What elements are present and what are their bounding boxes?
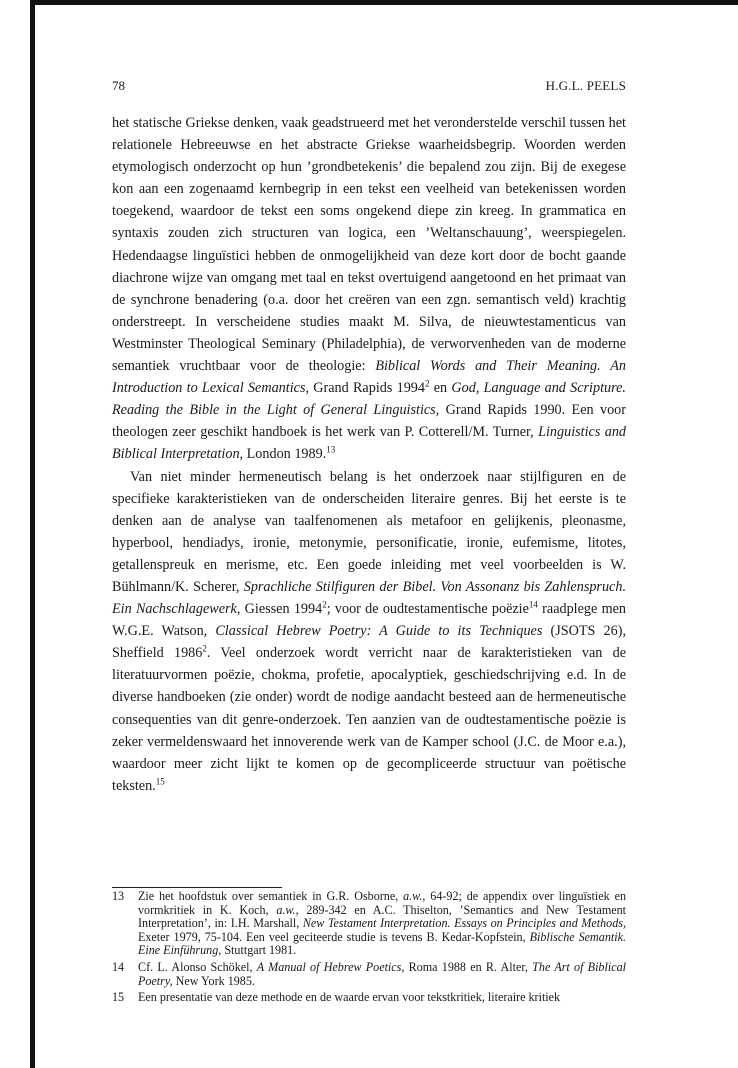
note-reference: 2 [322,599,327,610]
text-run: Een presentatie van deze methode en de waarde ervan voor tekstkritiek, literaire kritiek [138,990,561,1005]
footnote-text [138,961,626,988]
title-citation: New Testament Interpretation. Essays on Principles and Methods, [302,916,627,931]
text-run: 64-92; de appendix over linguïstiek en vormkritiek in K. Koch, [138,889,626,917]
title-citation: Classical Hebrew Poetry: A Guide to its Techniques [215,623,543,640]
note-reference: 2 [202,643,207,654]
title-citation: Linguistics and Biblical Interpretation, [112,424,627,463]
text-run: Roma 1988 en R. Alter, [404,959,533,974]
title-citation: Biblical Words and Their Meaning. An Introduction to Lexical Semantics, [112,358,626,397]
note-reference: 14 [528,599,538,610]
footnote [112,961,626,988]
text-run: 289-342 en A.C. Thiselton, ’Semantics and New Testament Interpretation’, in: I.H. Marshall, [138,902,626,931]
footnotes [112,890,626,1008]
text-run: Grand Rapids 1994 [309,380,425,397]
title-citation: a.w., [276,902,299,917]
footnote-separator [112,887,282,888]
text-run: het statische Griekse denken, vaak geadstrueerd met het veronderstelde verschil tussen het relationele Hebreeuwse en het abstracte Griekse waarheidsbegrip. Woorden werden etymologisch onderzocht op hun ’grondbetekenis’ die bepalend zou zijn. Bij de exegese kon aan een zogenaamd kernbegrip in een tekst een veelheid van betekenissen worden toegekend, waardoor de tekst een soms ongekend diepe zin kreeg. In grammatica en syntaxis zouden zich structuren van logica, een ’Weltanschauung’, weerspiegelen. Hedendaagse linguïstici hebben de onmogelijkheid van deze kort door de bocht gaande diachrone wijze van omgang met taal en tekst overtuigend aangetoond en het primaat van de synchrone benadering (o.a. door het creëren van een zgn. semantisch veld) krachtig onderstreept. In verscheidene studies maakt M. Silva, de nieuwtestamenticus van Westminster Theological Seminary (Philadelphia), de verworvenheden van de moderne semantiek vruchtbaar voor de theologie: [112,115,626,375]
text-run: Exeter 1979, 75-104. Een veel geciteerde studie is tevens B. Kedar-Kopfstein, [138,929,530,944]
page-edge-top [30,0,738,5]
text-run: Giessen 1994 [240,601,323,618]
text-run: London 1989. [243,446,327,463]
footnote [112,890,626,958]
footnote-number: 14 [112,959,125,974]
text-run: ; voor de oudtestamentische poëzie [326,601,529,618]
text-run: (JSOTS 26), Sheffield 1986 [112,623,626,662]
paragraph [112,112,626,466]
text-run: Zie het hoofdstuk over semantiek in G.R. Osborne, [138,889,404,903]
title-citation: a.w., [403,889,426,903]
note-reference: 13 [326,444,336,455]
running-head-author: H.G.L. PEELS [545,78,626,93]
title-citation: Sprachliche Stilfiguren der Bibel. Von Assonanz bis Zahlenspruch. Ein Nachschlagewerk, [112,578,626,618]
text-run: . Veel onderzoek wordt verricht naar de karakteristieken van de literatuurvormen poëzie, chokma, profetie, apocalyptiek, geschiedschrijving e.d. In de diverse handboeken (zie onder) wordt de nodige aandacht besteed aan de hermeneutische consequenties van dit genre-onderzoek. Ten aanzien van de oudtestamentische poëzie is zeker vermeldenswaard het innoverende werk van de Kamper school (J.C. de Moor e.a.), waardoor meer zicht lijkt te komen op de gecompliceerde structuur van poëtische teksten. [112,645,626,794]
title-citation: The Art of Biblical Poetry, [138,959,626,988]
footnote-text [138,890,626,958]
footnote-number: 15 [112,990,125,1005]
title-citation: A Manual of Hebrew Poetics, [256,959,405,974]
text-run: Grand Rapids 1990. Een voor theologen zeer geschikt handboek is het werk van P. Cotterell/M. Turner, [112,402,627,441]
text-run: Van niet minder hermeneutisch belang is het onderzoek naar stijlfiguren en de specifieke karakteristieken van de onderscheiden literaire genres. Bij het eerste is te denken aan de analyse van taalfenomenen als metafoor en gelijkenis, pleonasme, hyperbool, hendiadys, ironie, metonymie, personificatie, ironie, eufemisme, litotes, getallenspreuk en merisme, etc. Een goede inleiding met veel voorbeelden is W. Bühlmann/K. Scherer, [112,468,626,595]
footnote-number: 13 [112,889,125,903]
title-citation: Biblische Semantik. Eine Einführung, [138,929,626,958]
note-reference: 2 [425,378,430,389]
text-run: Cf. L. Alonso Schökel, [138,959,257,974]
paragraph [112,466,626,797]
text-run: raadplege men W.G.E. Watson, [112,601,626,640]
title-citation: God, Language and Scripture. Reading the Bible in the Light of General Linguistics, [112,380,626,419]
text-run: en [429,380,452,397]
page-edge-left [30,0,35,1068]
text-run: New York 1985. [172,973,255,988]
page-number: 78 [112,78,125,93]
footnote [112,991,626,1005]
body-text [112,112,626,797]
footnote-text [138,991,626,1005]
note-reference: 15 [155,776,165,787]
running-head [112,76,626,96]
text-run: Stuttgart 1981. [221,943,297,958]
